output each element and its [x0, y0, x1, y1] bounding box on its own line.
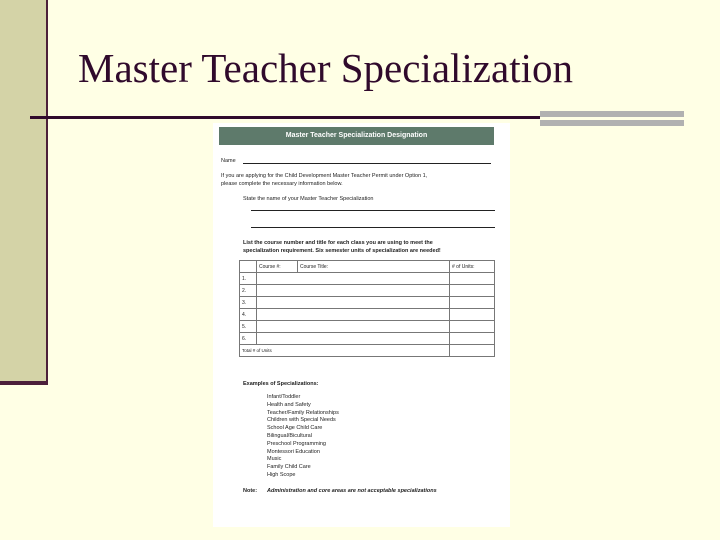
- course-table: [239, 260, 495, 357]
- course-cell: [257, 273, 450, 285]
- total-units-label: Total # of Units: [240, 345, 450, 357]
- specialization-line-1: [251, 210, 495, 211]
- units-cell: [450, 285, 495, 297]
- table-header-row: [240, 261, 495, 273]
- list-instruction-1: List the course number and title for each class you are using to meet the: [243, 240, 433, 246]
- table-row: [240, 297, 495, 309]
- col-course-title: Course Title:: [298, 261, 450, 273]
- units-cell: [450, 321, 495, 333]
- course-cell: [257, 285, 450, 297]
- units-cell: [450, 309, 495, 321]
- slide-title: Master Teacher Specialization: [78, 45, 573, 91]
- examples-heading: Examples of Specializations:: [243, 381, 319, 387]
- table-row: [240, 285, 495, 297]
- row-number: 6.: [240, 333, 257, 345]
- course-cell: [257, 333, 450, 345]
- total-units-cell: [450, 345, 495, 357]
- list-item: Music: [267, 456, 282, 463]
- form-header: Master Teacher Specialization Designation: [219, 127, 494, 145]
- list-item: Infant/Toddler: [267, 394, 301, 400]
- course-cell: [257, 321, 450, 333]
- side-foot-line: [0, 381, 48, 385]
- row-number: 1.: [240, 273, 257, 285]
- side-edge-line: [46, 0, 48, 385]
- table-row: [240, 333, 495, 345]
- list-item: Health and Safety: [267, 401, 311, 408]
- intro-line-1: If you are applying for the Child Development Master Teacher Permit under Option 1,: [221, 173, 428, 179]
- col-units: # of Units:: [450, 261, 495, 273]
- intro-line-2: please complete the necessary information below.: [221, 181, 343, 187]
- units-cell: [450, 333, 495, 345]
- name-label: Name: [221, 158, 236, 164]
- table-row: [240, 321, 495, 333]
- row-number: 3.: [240, 297, 257, 309]
- list-item: Children with Special Needs: [267, 417, 336, 424]
- title-rule: [30, 116, 540, 119]
- table-total-row: [240, 345, 495, 357]
- row-number: 5.: [240, 321, 257, 333]
- list-item: School Age Child Care: [267, 425, 323, 432]
- units-cell: [450, 297, 495, 309]
- state-specialization-label: State the name of your Master Teacher Specialization: [243, 196, 374, 202]
- form-document: [213, 123, 510, 527]
- row-number: 4.: [240, 309, 257, 321]
- list-item: Teacher/Family Relationships: [267, 409, 339, 416]
- course-cell: [257, 297, 450, 309]
- list-item: Preschool Programming: [267, 440, 326, 447]
- accent-rule-top: [540, 111, 684, 117]
- list-item: Bilingual/Bicultural: [267, 432, 312, 439]
- note-text: Administration and core areas are not acceptable specializations: [267, 488, 437, 494]
- list-item: High Scope: [267, 471, 296, 478]
- list-item: Family Child Care: [267, 464, 311, 471]
- specialization-line-2: [251, 227, 495, 228]
- side-band: [0, 0, 46, 382]
- row-number: 2.: [240, 285, 257, 297]
- accent-rule-bottom: [540, 120, 684, 126]
- col-course-no: Course #:: [257, 261, 298, 273]
- course-cell: [257, 309, 450, 321]
- note-label: Note:: [243, 488, 258, 494]
- header-spacer: [240, 261, 257, 273]
- list-item: Montessori Education: [267, 448, 320, 455]
- name-line: [243, 163, 491, 164]
- table-row: [240, 273, 495, 285]
- table-row: [240, 309, 495, 321]
- list-instruction-2: specialization requirement. Six semester units of specialization are needed!: [243, 248, 441, 254]
- examples-list: [267, 394, 339, 480]
- units-cell: [450, 273, 495, 285]
